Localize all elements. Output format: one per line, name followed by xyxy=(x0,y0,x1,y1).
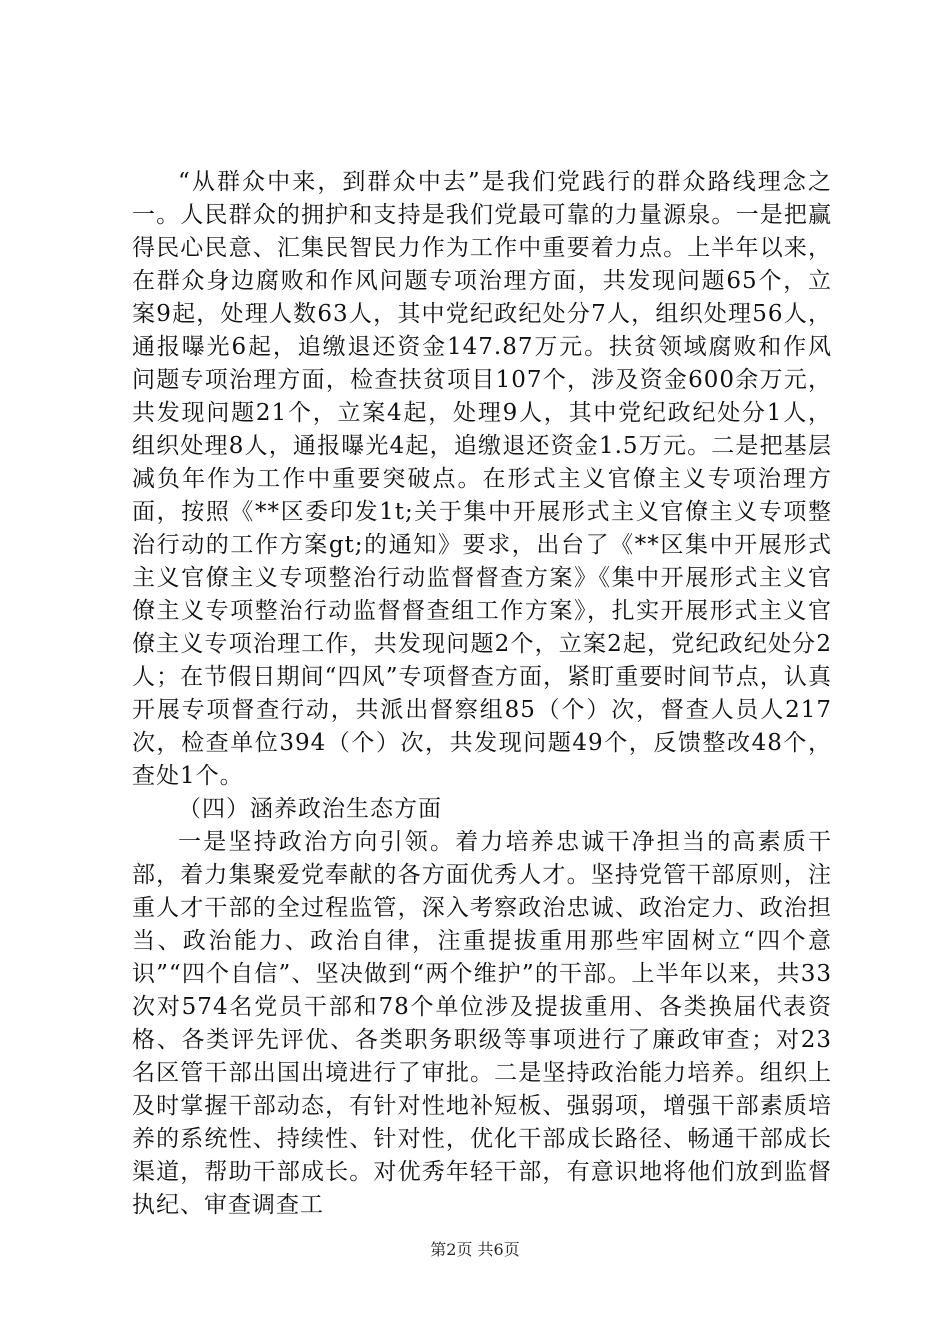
paragraph-mass-line: “从群众中来，到群众中去”是我们党践行的群众路线理念之一。人民群众的拥护和支持是我们党最可靠的力量源泉。一是把赢得民心民意、汇集民智民力作为工作中重要着力点。上半年以来，在群众身边腐败和作风问题专项治理方面，共发现问题65个，立案9起，处理人数63人，其中党纪政纪处分7人，组织处理56人，通报曝光6起，追缴退还资金147.87万元。扶贫领域腐败和作风问题专项治理方面，检查扶贫项目107个，涉及资金600余万元，共发现问题21个，立案4起，处理9人，其中党纪政纪处分1人，组织处理8人，通报曝光4起，追缴退还资金1.5万元。二是把基层减负年作为工作中重要突破点。在形式主义官僚主义专项治理方面，按照《**区委印发1t;关于集中开展形式主义官僚主义专项整治行动的工作方案gt;的通知》要求，出台了《**区集中开展形式主义官僚主义专项整治行动监督督查方案》《集中开展形式主义官僚主义专项整治行动监督督查组工作方案》，扎实开展形式主义官僚主义专项治理工作，共发现问题2个，立案2起，党纪政纪处分2人；在节假日期间“四风”专项督查方面，紧盯重要时间节点，认真开展专项督查行动，共派出督察组85（个）次，督查人员人217次，检查单位394（个）次，共发现问题49个，反馈整改48个，查处1个。 xyxy=(132,169,832,789)
page-footer: 第2页 共6页 xyxy=(430,1240,520,1259)
paragraph-political-direction: 一是坚持政治方向引领。着力培养忠诚干净担当的高素质干部，着力集聚爱党奉献的各方面优秀人才。坚持党管干部原则，注重人才干部的全过程监管，深入考察政治忠诚、政治定力、政治担当、政治能力、政治自律，注重提拔重用那些牢固树立“四个意识”“四个自信”、坚决做到“两个维护”的干部。上半年以来，共33次对574名党员干部和78个单位涉及提拔重用、各类换届代表资格、各类评先评优、各类职务职级等事项进行了廉政审查；对23名区管干部出国出境进行了审批。二是坚持政治能力培养。组织上及时掌握干部动态，有针对性地补短板、强弱项，增强干部素质培养的系统性、持续性、针对性，优化干部成长路径、畅通干部成长渠道，帮助干部成长。对优秀年轻干部，有意识地将他们放到监督执纪、审查调查工 xyxy=(132,829,832,1218)
section-heading-political-ecology: （四）涵养政治生态方面 xyxy=(178,796,442,822)
document-body xyxy=(132,166,832,1222)
